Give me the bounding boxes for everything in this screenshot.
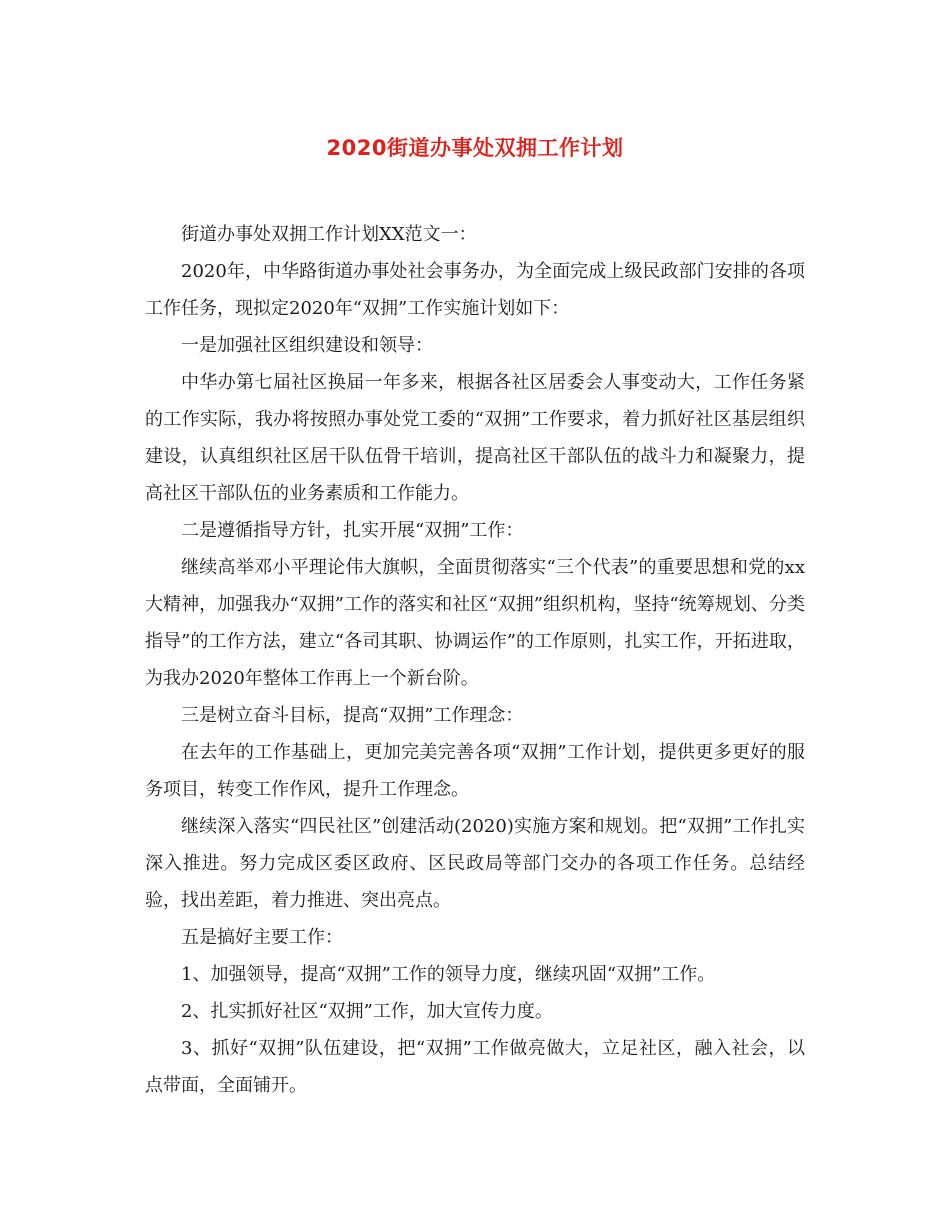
list-item-1: 1、加强领导，提高“双拥”工作的领导力度，继续巩固“双拥”工作。 xyxy=(181,964,716,985)
paragraph-section-2: 继续高举邓小平理论伟大旗帜，全面贯彻落实“三个代表”的重要思想和党的xx大精神，加强我办“双拥”工作的落实和社区“双拥”组织机构，坚持“统筹规划、分类指导”的工作方法，建立“各司其职、协调运作”的工作原则，扎实工作，开拓进取，为我办2020年整体工作再上一个新台阶。 xyxy=(145,557,805,689)
paragraph-section-1: 中华办第七届社区换届一年多来，根据各社区居委会人事变动大，工作任务紧的工作实际，我办将按照办事处党工委的“双拥”工作要求，着力抓好社区基层组织建设，认真组织社区居干队伍骨干培训，提高社区干部队伍的战斗力和凝聚力，提高社区干部队伍的业务素质和工作能力。 xyxy=(145,372,805,504)
document-body xyxy=(145,216,805,1104)
list-item-2: 2、扎实抓好社区“双拥”工作，加大宣传力度。 xyxy=(181,1001,553,1022)
section-heading-5: 五是搞好主要工作： xyxy=(181,927,343,948)
section-heading-3: 三是树立奋斗目标，提高“双拥”工作理念： xyxy=(181,705,524,726)
document-title: 2020街道办事处双拥工作计划 xyxy=(326,136,624,160)
section-heading-1: 一是加强社区组织建设和领导： xyxy=(181,335,433,356)
paragraph-intro: 街道办事处双拥工作计划XX范文一： xyxy=(181,224,477,245)
list-item-3: 3、抓好“双拥”队伍建设，把“双拥”工作做亮做大，立足社区，融入社会，以点带面，全面铺开。 xyxy=(145,1038,805,1096)
paragraph-section-3b: 继续深入落实“四民社区”创建活动(2020)实施方案和规划。把“双拥”工作扎实深入推进。努力完成区委区政府、区民政局等部门交办的各项工作任务。总结经验，找出差距，着力推进、突出亮点。 xyxy=(145,816,805,911)
paragraph-overview: 2020年，中华路街道办事处社会事务办，为全面完成上级民政部门安排的各项工作任务，现拟定2020年“双拥”工作实施计划如下： xyxy=(145,261,805,319)
section-heading-2: 二是遵循指导方针，扎实开展“双拥”工作： xyxy=(181,520,524,541)
paragraph-section-3: 在去年的工作基础上，更加完美完善各项“双拥”工作计划，提供更多更好的服务项目，转变工作作风，提升工作理念。 xyxy=(145,742,805,800)
